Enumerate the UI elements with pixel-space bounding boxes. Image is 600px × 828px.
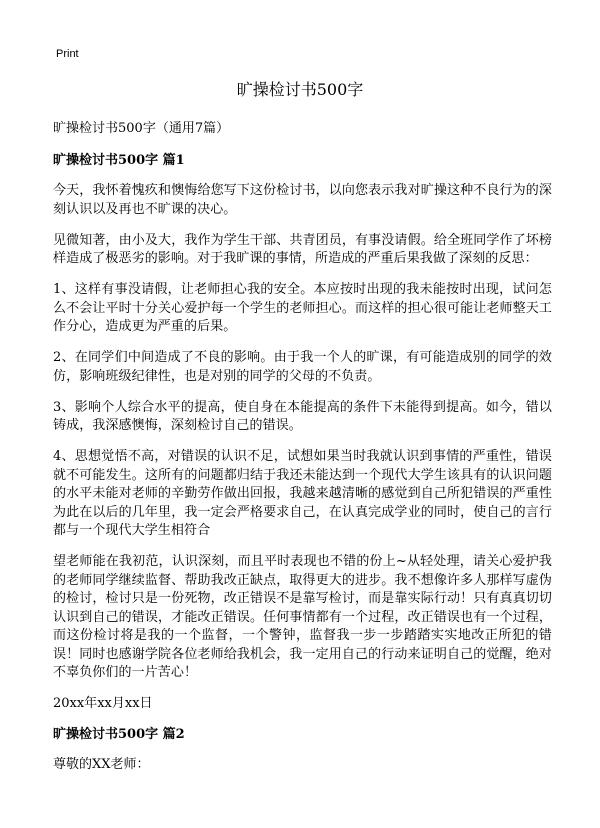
paragraph: 见微知著，由小及大，我作为学生干部、共青团员，有事没请假。给全班同学作了坏榜样造成了极恶劣的影响。对于我旷课的事情，所造成的严重后果我做了深刻的反思：: [53, 232, 552, 266]
paragraph: 今天，我怀着愧疚和懊悔给您写下这份检讨书，以向您表示我对旷操这种不良行为的深刻认识以及再也不旷课的决心。: [53, 183, 552, 217]
document-subtitle: 旷操检讨书500字（通用7篇）: [53, 121, 230, 136]
paragraph: 2、在同学们中间造成了不良的影响。由于我一个人的旷课，有可能造成别的同学的效仿，影响班级纪律性，也是对别的同学的父母的不负责。: [53, 350, 552, 384]
section-heading-1: 旷操检讨书500字 篇1: [53, 153, 185, 168]
paragraph: 1、这样有事没请假，让老师担心我的安全。本应按时出现的我未能按时出现，试问怎么不会让平时十分关心爱护每一个学生的老师担心。而这样的担心很可能让老师整天工作分心，造成更为严重的后果。: [53, 282, 552, 334]
paragraph: 望老师能在我初范，认识深刻，而且平时表现也不错的份上~从轻处理，请关心爱护我的老师同学继续监督、帮助我改正缺点，取得更大的进步。我不想像许多人那样写虚伪的检讨，检讨只是一份死物，改正错误不是靠写检讨，而是靠实际行动！只有真真切切认识到自己的错误，才能改正错误。任何事情都有一个过程，改正错误也有一个过程，而这份检讨将是我的一个监督，一个警钟，监督我一步一步踏踏实实地改正所犯的错误！同时也感谢学院各位老师给我机会，我一定用自己的行动来证明自己的觉醒，绝对不辜负你们的一片苦心！: [53, 554, 552, 680]
salutation: 尊敬的XX老师：: [53, 757, 150, 772]
paragraph: 3、影响个人综合水平的提高，使自身在本能提高的条件下未能得到提高。如今，错以铸成，我深感懊悔，深刻检讨自己的错误。: [53, 399, 552, 433]
paragraph: 4、思想觉悟不高，对错误的认识不足，试想如果当时我就认识到事情的严重性，错误就不可能发生。这所有的问题都归结于我还未能达到一个现代大学生该具有的认识问题的水平未能对老师的辛勤劳作做出回报，我越来越清晰的感觉到自己所犯错误的严重性为此在以后的几年里，我一定会严格要求自己，在认真完成学业的同时，使自己的言行都与一个现代大学生相符合: [53, 449, 552, 538]
date-line: 20xx年xx月xx日: [53, 696, 153, 711]
section-heading-2: 旷操检讨书500字 篇2: [53, 727, 185, 742]
print-link[interactable]: Print: [56, 48, 79, 60]
page-title: 旷操检讨书500字: [236, 80, 364, 99]
document-body: [53, 120, 552, 774]
